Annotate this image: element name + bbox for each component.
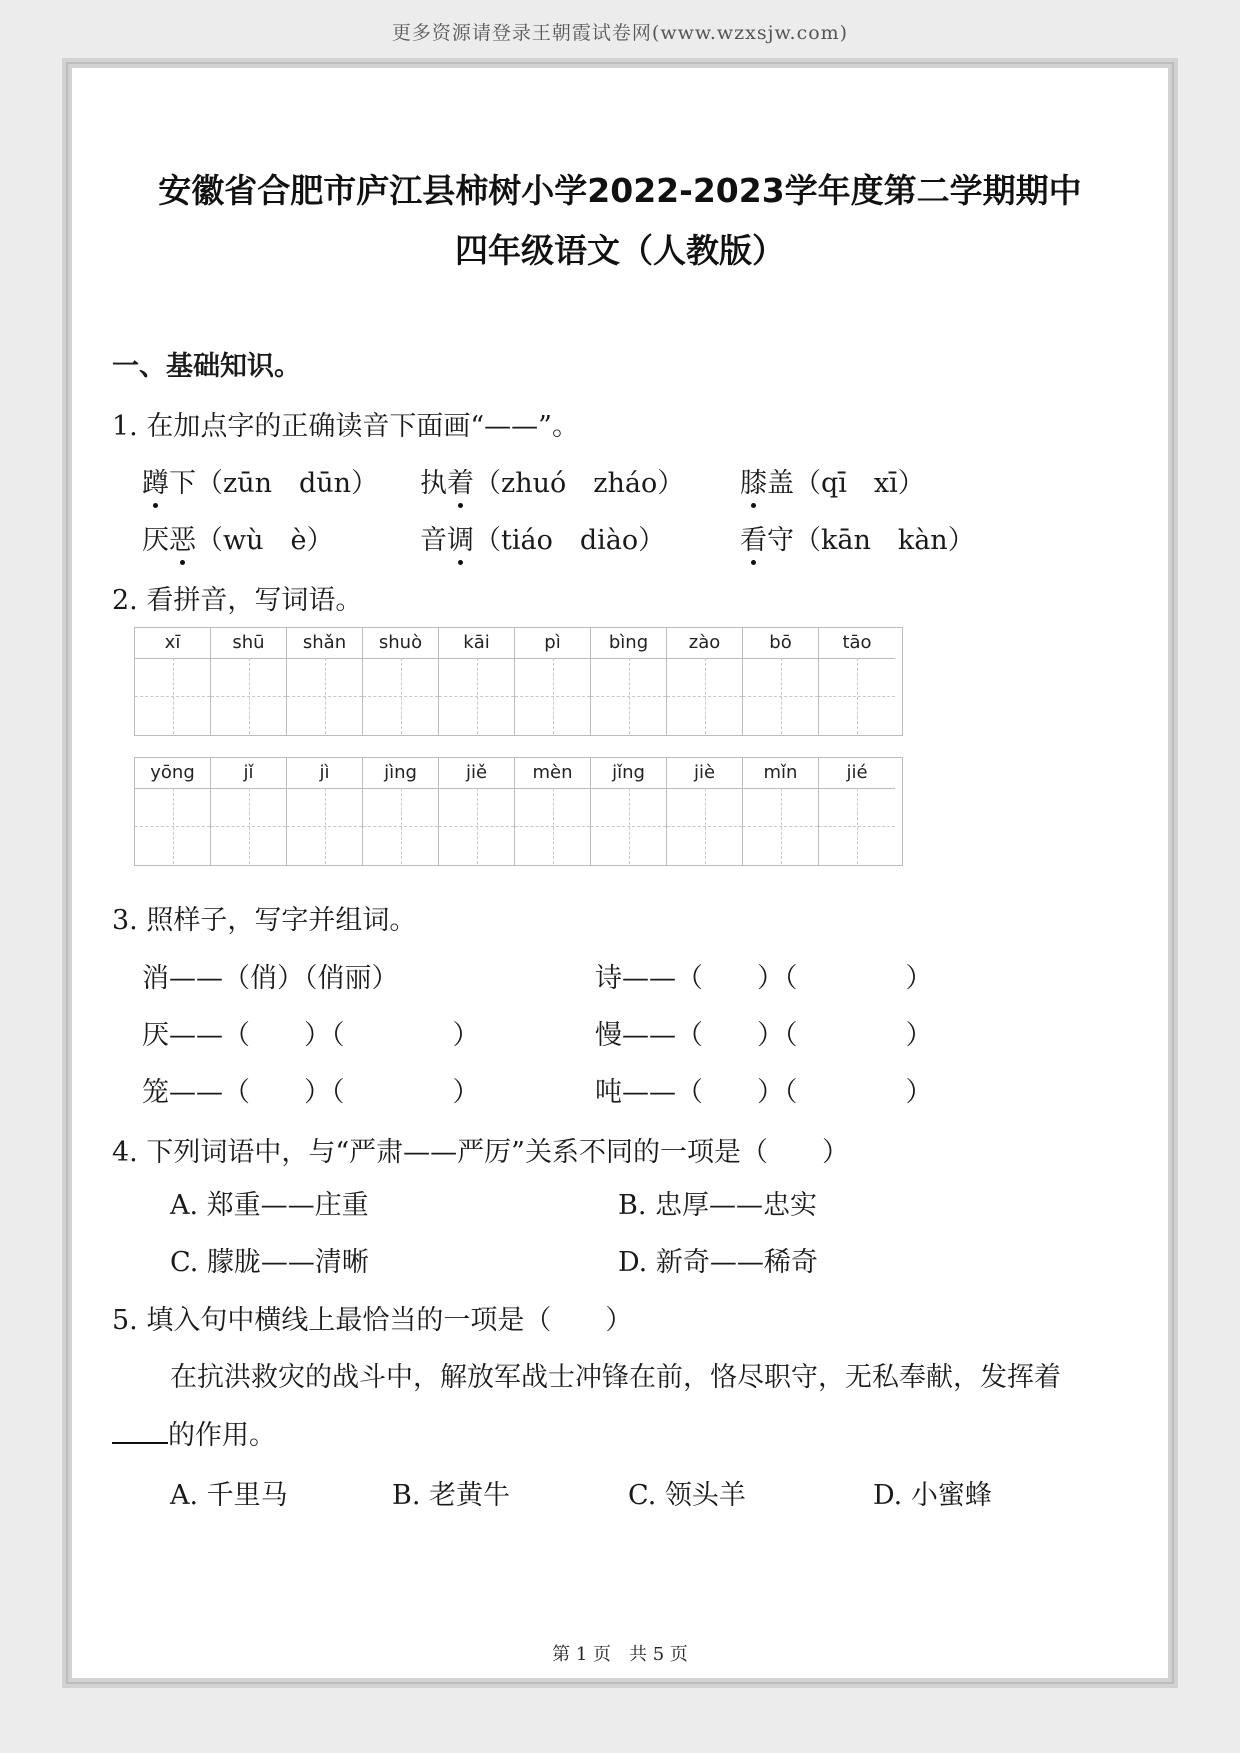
dotted-char: 膝	[740, 461, 767, 500]
answer-blank[interactable]	[112, 1441, 168, 1444]
grid-cell[interactable]	[135, 628, 211, 735]
pinyin-label: jì	[287, 758, 362, 789]
char: 厌	[142, 525, 169, 556]
pinyin-label: shū	[211, 628, 286, 659]
dotted-char: 恶	[169, 518, 196, 557]
pinyin-label: shuò	[363, 628, 438, 659]
grid-cell[interactable]	[591, 628, 667, 735]
grid-cell[interactable]	[743, 628, 819, 735]
grid-cell[interactable]	[363, 628, 439, 735]
pinyin-label: jié	[819, 758, 895, 789]
q3-stem: 3. 照样子，写字并组词。	[112, 905, 417, 936]
grid-cell[interactable]	[287, 758, 363, 865]
q5-sentence-end	[112, 1413, 276, 1452]
dotted-char: 着	[447, 461, 474, 500]
grid-cell[interactable]	[667, 758, 743, 865]
pinyin-options: （wù è）	[196, 525, 334, 556]
dotted-char: 调	[447, 518, 474, 557]
q5-sentence: 在抗洪救灾的战斗中，解放军战士冲锋在前，恪尽职守，无私奉献，发挥着	[170, 1362, 1061, 1393]
pinyin-label: mǐn	[743, 758, 818, 789]
q3-item: 慢——（ ）（ ）	[595, 1020, 933, 1051]
pinyin-label: jiè	[667, 758, 742, 789]
pinyin-options: （kān kàn）	[794, 525, 975, 556]
grid-cell[interactable]	[135, 758, 211, 865]
pinyin-options: （qī xī）	[794, 468, 925, 499]
char: 下	[169, 468, 196, 499]
grid-cell[interactable]	[439, 758, 515, 865]
grid-cell[interactable]	[515, 628, 591, 735]
grid-cell[interactable]	[211, 758, 287, 865]
page-number: 第 1 页 共 5 页	[552, 1644, 688, 1665]
pinyin-label: mèn	[515, 758, 590, 789]
q5-option-c[interactable]: C. 领头羊	[628, 1480, 746, 1511]
grid-cell[interactable]	[211, 628, 287, 735]
grid-cell[interactable]	[743, 758, 819, 865]
watermark: 更多资源请登录王朝霞试卷网(www.wzxsjw.com)	[391, 22, 849, 44]
grid-cell[interactable]	[287, 628, 363, 735]
grid-cell[interactable]	[515, 758, 591, 865]
q3-item: 诗——（ ）（ ）	[595, 963, 933, 994]
q3-example: 消——（俏）（俏丽）	[142, 963, 399, 994]
char: 盖	[767, 468, 794, 499]
grid-cell[interactable]	[667, 628, 743, 735]
title-line-2: 四年级语文（人教版）	[455, 231, 785, 270]
q1-stem: 1. 在加点字的正确读音下面画“——”。	[112, 411, 579, 442]
q1-item-6	[740, 518, 975, 557]
pinyin-label: kāi	[439, 628, 514, 659]
q4-option-c[interactable]: C. 朦胧——清晰	[170, 1247, 369, 1278]
pinyin-label: tāo	[819, 628, 895, 659]
pinyin-options: （zhuó zháo）	[474, 468, 685, 499]
q4-option-b[interactable]: B. 忠厚——忠实	[618, 1190, 818, 1221]
pinyin-label: jìng	[363, 758, 438, 789]
title-line-1: 安徽省合肥市庐江县柿树小学2022-2023学年度第二学期期中	[158, 171, 1082, 210]
pinyin-label: xī	[135, 628, 210, 659]
pinyin-options: （tiáo diào）	[474, 525, 666, 556]
q5-option-a[interactable]: A. 千里马	[170, 1480, 288, 1511]
q1-item-2	[420, 461, 684, 500]
pinyin-label: jǐ	[211, 758, 286, 789]
q4-option-d[interactable]: D. 新奇——稀奇	[618, 1247, 818, 1278]
q5-stem: 5. 填入句中横线上最恰当的一项是（ ）	[112, 1305, 633, 1336]
pinyin-grid-row-1	[134, 627, 903, 736]
pinyin-grid-row-2	[134, 757, 903, 866]
q1-item-3	[740, 461, 925, 500]
grid-cell[interactable]	[439, 628, 515, 735]
section-heading: 一、基础知识。	[112, 351, 301, 382]
char: 执	[420, 468, 447, 499]
char: 音	[420, 525, 447, 556]
q3-item: 吨——（ ）（ ）	[595, 1077, 933, 1108]
pinyin-label: jǐng	[591, 758, 666, 789]
pinyin-label: jiě	[439, 758, 514, 789]
pinyin-label: zào	[667, 628, 742, 659]
q1-item-1	[142, 461, 378, 500]
grid-cell[interactable]	[819, 758, 895, 865]
q5-option-d[interactable]: D. 小蜜蜂	[873, 1480, 992, 1511]
q5-sentence-tail: 的作用。	[168, 1420, 276, 1451]
q5-option-b[interactable]: B. 老黄牛	[392, 1480, 511, 1511]
q3-item: 笼——（ ）（ ）	[142, 1077, 480, 1108]
q1-item-5	[420, 518, 665, 557]
dotted-char: 蹲	[142, 461, 169, 500]
q4-stem: 4. 下列词语中，与“严肃——严厉”关系不同的一项是（ ）	[112, 1137, 849, 1168]
char: 守	[767, 525, 794, 556]
pinyin-label: bō	[743, 628, 818, 659]
q1-item-4	[142, 518, 333, 557]
pinyin-label: shǎn	[287, 628, 362, 659]
grid-cell[interactable]	[591, 758, 667, 865]
grid-cell[interactable]	[363, 758, 439, 865]
pinyin-options: （zūn dūn）	[196, 468, 379, 499]
pinyin-label: yōng	[135, 758, 210, 789]
pinyin-label: bìng	[591, 628, 666, 659]
grid-cell[interactable]	[819, 628, 895, 735]
dotted-char: 看	[740, 518, 767, 557]
q4-option-a[interactable]: A. 郑重——庄重	[170, 1190, 369, 1221]
q2-stem: 2. 看拼音，写词语。	[112, 585, 363, 616]
q3-item: 厌——（ ）（ ）	[142, 1020, 480, 1051]
pinyin-label: pì	[515, 628, 590, 659]
